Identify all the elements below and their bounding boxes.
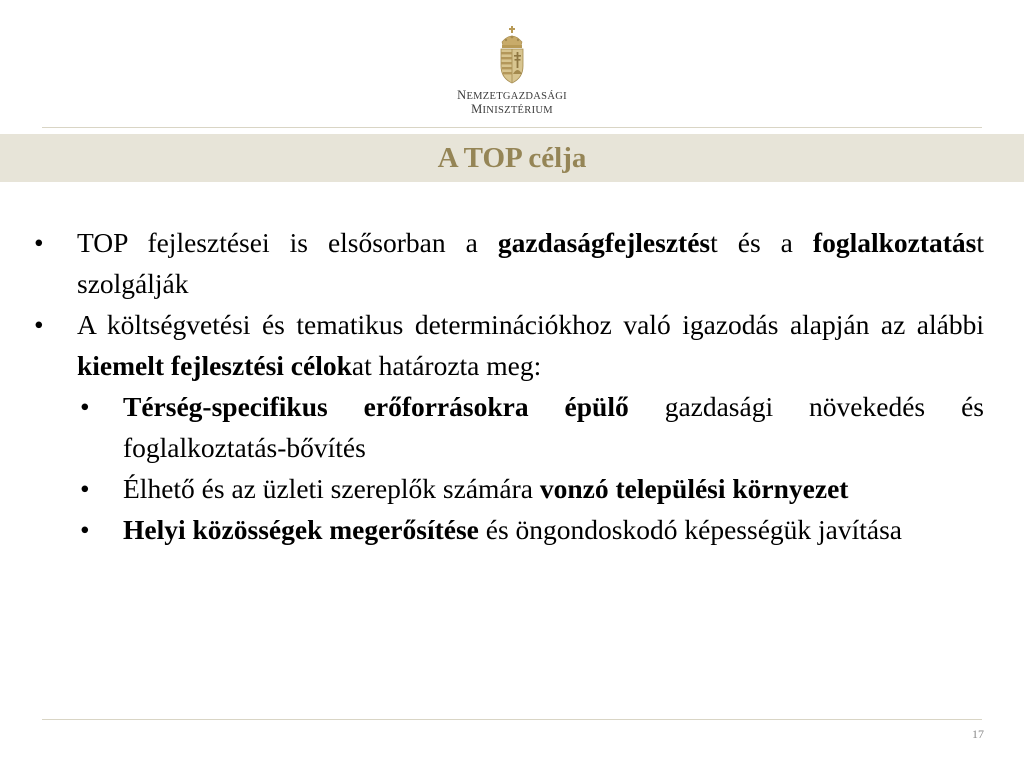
bullet-marker: • — [80, 391, 90, 422]
text-run: gazdasági növekedés és foglalkoztatás-bővítés — [123, 391, 984, 463]
bullet-marker: • — [80, 473, 90, 504]
slide-title: A TOP célja — [437, 141, 587, 174]
bold-phrase: vonzó települési környezet — [539, 473, 849, 504]
bullet-marker: • — [34, 227, 44, 258]
ministry-name: NEMZETGAZDASÁGI MINISZTÉRIUM — [457, 88, 567, 116]
bullet-text — [123, 386, 984, 468]
text-run: t és a — [710, 227, 813, 258]
text-run: A költségvetési és tematikus determinációkhoz való igazodás alapján az alábbi — [77, 309, 984, 340]
bold-phrase: foglalkoztatás — [812, 227, 977, 258]
title-band — [0, 134, 1024, 182]
sub-bullet-item — [34, 386, 984, 468]
bullet-text — [77, 304, 984, 386]
text-run: TOP fejlesztései is elsősorban a — [77, 227, 498, 258]
bold-phrase: gazdaságfejlesztés — [497, 227, 711, 258]
bold-phrase: Helyi közösségek megerősítése — [123, 514, 479, 545]
bullet-text — [123, 509, 984, 550]
hungarian-coat-of-arms-icon — [497, 26, 527, 84]
bullet-marker: • — [34, 309, 44, 340]
bold-phrase: Térség-specifikus erőforrásokra épülő — [123, 391, 629, 422]
text-run: t szolgálják — [77, 227, 985, 299]
text-run: at határozta meg: — [351, 350, 542, 381]
sub-bullet-item — [34, 468, 984, 509]
page-number: 17 — [972, 727, 984, 741]
header-divider — [42, 127, 982, 128]
bullet-marker: • — [80, 514, 90, 545]
bold-phrase: kiemelt fejlesztési célok — [77, 350, 352, 381]
bullet-text — [77, 222, 984, 304]
bullet-item — [34, 222, 984, 304]
footer-divider — [42, 719, 982, 720]
bullet-list — [34, 222, 984, 550]
text-run: és öngondoskodó képességük javítása — [478, 514, 903, 545]
bullet-item — [34, 304, 984, 386]
sub-bullet-item — [34, 509, 984, 550]
ministry-logo — [0, 26, 1024, 117]
text-run: Élhető és az üzleti szereplők számára — [123, 473, 540, 504]
bullet-text — [123, 468, 984, 509]
